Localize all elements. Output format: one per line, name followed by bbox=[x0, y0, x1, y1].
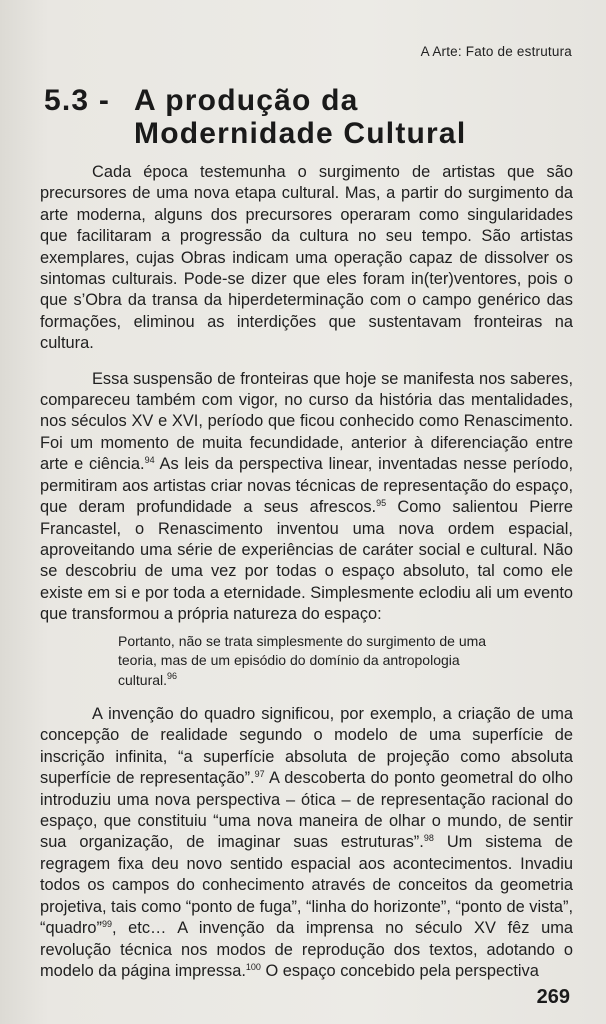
footnote-ref: 96 bbox=[167, 670, 178, 681]
paragraph-2-text-b: As leis da perspectiva linear, inventadas nesse período, permitiram aos artistas criar novas técnicas de representação do espaço, que deram profundidade a seus afrescos. bbox=[40, 455, 573, 517]
footnote-ref: 97 bbox=[254, 769, 265, 780]
body-text bbox=[40, 162, 573, 996]
paragraph-3 bbox=[40, 704, 573, 982]
footnote-ref: 98 bbox=[423, 833, 434, 844]
footnote-ref: 95 bbox=[376, 498, 387, 509]
footnote-ref: 99 bbox=[101, 919, 112, 930]
paragraph-1: Cada época testemunha o surgimento de artistas que são precursores de uma nova etapa cultural. Mas, a partir do surgimento da arte moderna, alguns dos precursores operaram como singularidades que facilitaram a progressão da cultura no seu tempo. São artistas exemplares, cujas Obras indicam uma operação capaz de dissolver os sintomas culturais. Pode-se dizer que eles foram in(ter)ventores, pois o que s’Obra da transa da hiperdeterminação com o campo genérico das formações, eliminou as interdições que sustentavam fronteiras na cultura. bbox=[40, 163, 573, 353]
section-heading bbox=[44, 84, 584, 150]
section-heading-line1 bbox=[44, 84, 584, 117]
paragraph-3-text-e: O espaço concebido pela perspectiva bbox=[260, 961, 539, 980]
footnote-ref: 100 bbox=[245, 961, 261, 972]
running-head: A Arte: Fato de estrutura bbox=[420, 44, 572, 59]
block-quote bbox=[118, 632, 508, 691]
page-number: 269 bbox=[536, 986, 570, 1008]
paragraph-2 bbox=[40, 369, 573, 626]
footnote-ref: 94 bbox=[144, 455, 155, 466]
paragraph-3-text-a: A invenção do quadro significou, por exemplo, a criação de uma concepção de realidade segundo o modelo de uma superfície de inscrição infinita, “a superfície absoluta de projeção como absoluta superfície de representação”. bbox=[40, 705, 573, 788]
section-title-line2: Modernidade Cultural bbox=[134, 117, 467, 150]
block-quote-text: Portanto, não se trata simplesmente do surgimento de uma teoria, mas de um episódio do domínio da antropologia cultural. bbox=[118, 632, 487, 688]
section-number: 5.3 - bbox=[44, 84, 111, 117]
paragraph-2-text-a: Essa suspensão de fronteiras que hoje se manifesta nos saberes, compareceu também com vigor, no curso da história das mentalidades, nos séculos XV e XVI, período que ficou conhecido como Renascimento. Foi um momento de muita fecundidade, anterior à diferenciação entre arte e ciência. bbox=[40, 369, 573, 474]
paragraph-3-text-c: Um sistema de regragem fixa deu novo sentido espacial aos acontecimentos. Invadiu todos os campos do conhecimento através de conceitos da geometria projetiva, tais como “ponto de fuga”, “linha do horizonte”, “ponto de vista”, “quadro” bbox=[40, 833, 573, 938]
paragraph-2-text-c: Como salientou Pierre Francastel, o Renascimento inventou uma nova ordem espacial, aproveitando uma série de experiências de caráter social e cultural. Não se descobriu de uma vez por todas o espaço absoluto, tal como ele existe em si e por toda a eternidade. Simplesmente eclodiu ali um evento que transformou a própria natureza do espaço: bbox=[40, 498, 573, 624]
paragraph-3-text-b: A descoberta do ponto geometral do olho introduziu uma nova perspectiva – ótica – de representação racional do espaço, que constituiu “uma nova maneira de olhar o mundo, de sentir sua organização, de imaginar suas estruturas”. bbox=[40, 769, 573, 852]
section-title-line1: A produção da bbox=[134, 84, 359, 117]
paragraph-3-text-d: , etc… A invenção da imprensa no século XV fêz uma revolução técnica nos modos de reprodução dos textos, adotando o modelo da página impressa. bbox=[40, 919, 573, 980]
